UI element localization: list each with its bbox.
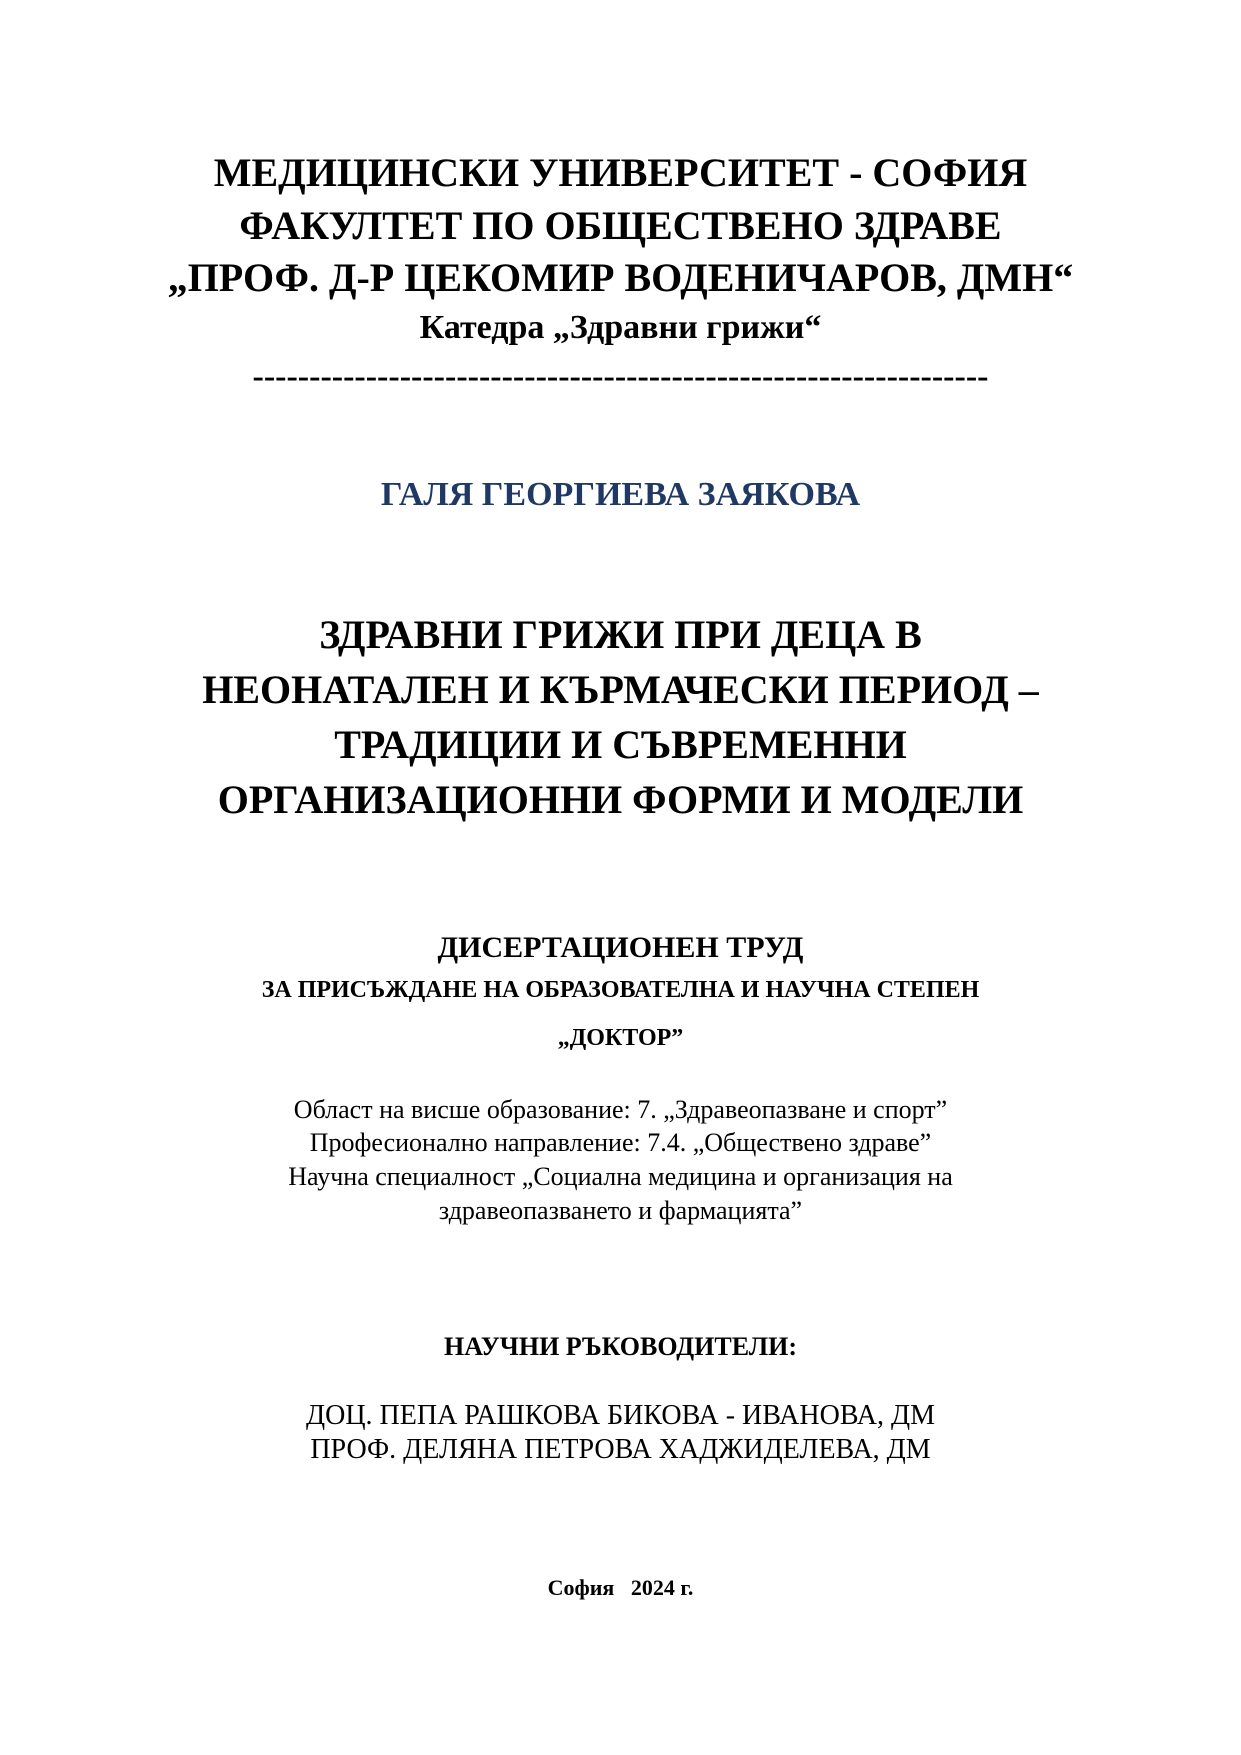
field-info-line: Научна специалност „Социална медицина и организация на bbox=[288, 1162, 953, 1191]
university-name: МЕДИЦИНСКИ УНИВЕРСИТЕТ - СОФИЯ bbox=[213, 150, 1028, 195]
degree-name: „ДОКТОР” bbox=[557, 1025, 684, 1051]
title-line: НЕОНАТАЛЕН И КЪРМАЧЕСКИ ПЕРИОД – bbox=[202, 667, 1039, 712]
field-info-line: здравеопазването и фармацията” bbox=[438, 1196, 803, 1225]
title-line: ТРАДИЦИИ И СЪВРЕМЕННИ bbox=[334, 722, 907, 767]
supervisor-name: ДОЦ. ПЕПА РАШКОВА БИКОВА - ИВАНОВА, ДМ bbox=[306, 1400, 935, 1431]
supervisors-heading: НАУЧНИ РЪКОВОДИТЕЛИ: bbox=[443, 1332, 797, 1361]
faculty-name: ФАКУЛТЕТ ПО ОБЩЕСТВЕНО ЗДРАВЕ bbox=[239, 203, 1002, 248]
field-info-line: Област на висше образование: 7. „Здравеопазване и спорт” bbox=[293, 1095, 948, 1124]
faculty-honorific-name: „ПРОФ. Д-Р ЦЕКОМИР ВОДЕНИЧАРОВ, ДМН“ bbox=[167, 255, 1074, 300]
department-name: Катедра „Здравни грижи“ bbox=[419, 309, 822, 346]
author-name: ГАЛЯ ГЕОРГИЕВА ЗАЯКОВА bbox=[380, 476, 861, 513]
dissertation-purpose: ЗА ПРИСЪЖДАНЕ НА ОБРАЗОВАТЕЛНА И НАУЧНА СТЕПЕН bbox=[261, 977, 980, 1003]
dissertation-heading: ДИСЕРТАЦИОНЕН ТРУД bbox=[437, 931, 804, 964]
title-line: ЗДРАВНИ ГРИЖИ ПРИ ДЕЦА В bbox=[319, 612, 922, 657]
field-info-line: Професионално направление: 7.4. „Обществено здраве” bbox=[309, 1128, 932, 1157]
title-line: ОРГАНИЗАЦИОННИ ФОРМИ И МОДЕЛИ bbox=[217, 777, 1024, 822]
supervisor-name: ПРОФ. ДЕЛЯНА ПЕТРОВА ХАДЖИДЕЛЕВА, ДМ bbox=[310, 1434, 931, 1465]
place-and-year: София 2024 г. bbox=[547, 1575, 694, 1600]
separator-line: ----------------------------------------------------------------- bbox=[252, 358, 989, 395]
